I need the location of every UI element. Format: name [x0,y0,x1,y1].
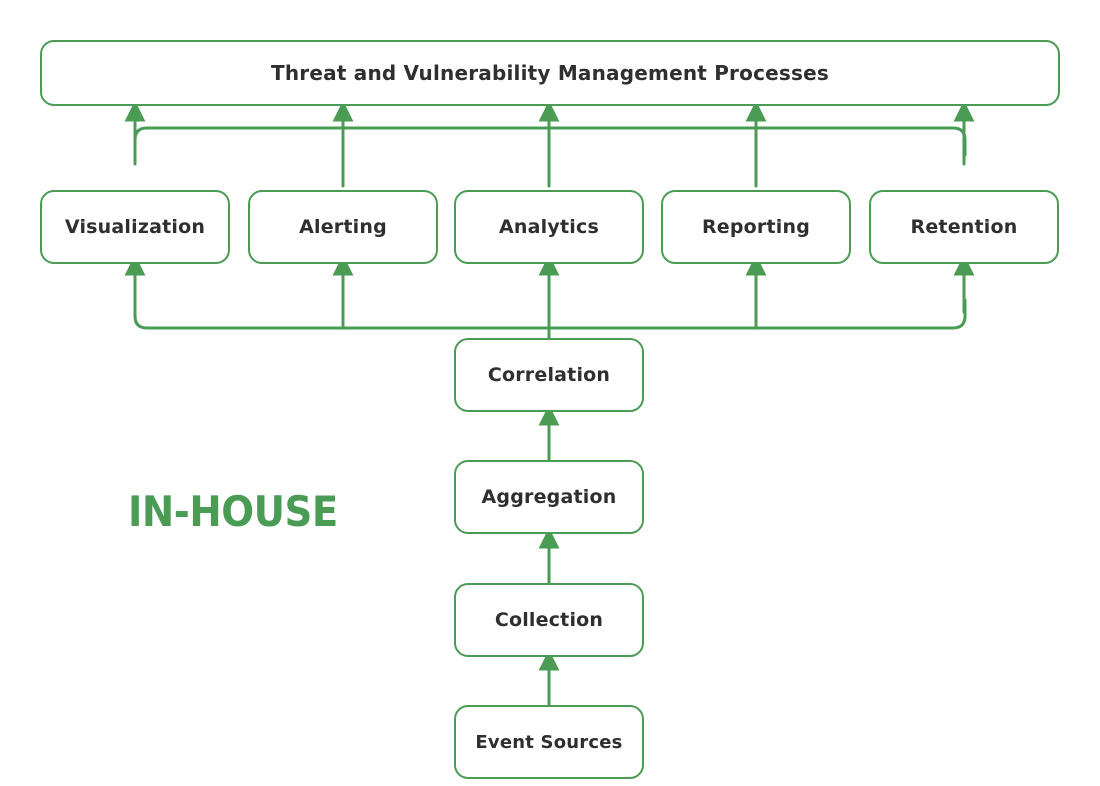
node-aggregation [454,460,644,534]
node-label: Alerting [299,216,387,238]
node-label: Retention [910,216,1018,238]
node-correlation [454,338,644,412]
node-collection [454,583,644,657]
node-label: Aggregation [481,486,617,508]
node-reporting [661,190,851,264]
node-label: Reporting [701,216,811,238]
node-label: Analytics [499,216,599,238]
node-retention [869,190,1059,264]
node-label: Correlation [487,364,611,386]
node-event-sources [454,705,644,779]
node-label: Collection [494,609,604,631]
in-house-annotation: IN-HOUSE [128,487,338,536]
node-label: Visualization [64,216,206,238]
node-threat-vulnerability-management-processes [40,40,1060,106]
node-label: Threat and Vulnerability Management Processes [271,61,829,85]
node-analytics [454,190,644,264]
node-label: Event Sources [475,731,623,753]
node-alerting [248,190,438,264]
node-visualization [40,190,230,264]
